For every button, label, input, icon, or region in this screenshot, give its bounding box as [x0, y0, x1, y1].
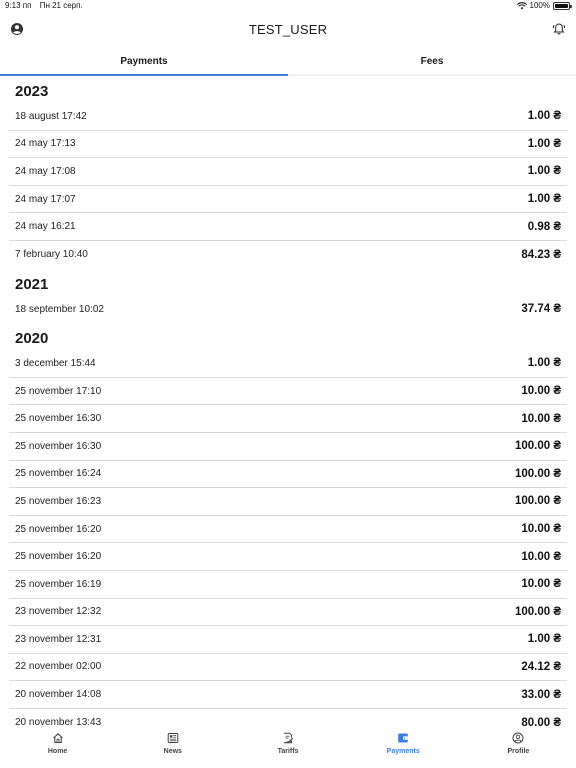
payment-row[interactable] — [9, 405, 567, 433]
payment-amount: 10.00 ₴ — [521, 412, 561, 425]
payment-row[interactable] — [9, 158, 567, 186]
payment-date: 23 november 12:32 — [15, 606, 102, 618]
nav-news-label: News — [163, 748, 182, 755]
payment-row[interactable] — [9, 378, 567, 406]
tariffs-icon — [282, 732, 294, 744]
payment-row[interactable] — [9, 433, 567, 461]
nav-profile-label: Profile — [507, 748, 530, 755]
payment-date: 25 november 16:19 — [15, 578, 102, 590]
payment-date: 24 may 17:08 — [15, 165, 76, 177]
payment-row[interactable] — [9, 461, 567, 489]
payment-amount: 80.00 ₴ — [521, 716, 561, 726]
nav-home-label: Home — [47, 748, 68, 755]
payment-group — [0, 296, 576, 324]
payment-amount: 1.00 ₴ — [527, 137, 561, 150]
payment-amount: 1.00 ₴ — [527, 110, 561, 123]
payment-date: 22 november 02:00 — [15, 661, 102, 673]
payment-date: 24 may 17:07 — [15, 193, 76, 205]
payment-date: 25 november 16:24 — [15, 468, 102, 480]
payment-date: 24 may 16:21 — [15, 221, 76, 233]
payment-date: 25 november 16:30 — [15, 440, 102, 452]
news-icon — [167, 732, 179, 744]
nav-news[interactable] — [115, 726, 230, 768]
payment-date: 25 november 16:20 — [15, 523, 102, 535]
payment-date: 18 september 10:02 — [15, 303, 104, 315]
payment-amount: 24.12 ₴ — [521, 660, 561, 673]
payment-row[interactable] — [9, 516, 567, 544]
payment-amount: 0.98 ₴ — [527, 220, 561, 233]
payment-date: 18 august 17:42 — [15, 110, 87, 122]
payment-date: 25 november 16:20 — [15, 551, 102, 563]
nav-tariffs[interactable] — [230, 726, 345, 768]
payment-date: 23 november 12:31 — [15, 633, 102, 645]
payment-date: 25 november 16:30 — [15, 413, 102, 425]
nav-home[interactable] — [0, 726, 115, 768]
payment-row[interactable] — [9, 488, 567, 516]
payment-row[interactable] — [9, 131, 567, 159]
payment-row[interactable] — [9, 241, 567, 269]
payment-amount: 100.00 ₴ — [514, 467, 561, 480]
payment-date: 20 november 13:43 — [15, 717, 102, 726]
payment-row[interactable] — [9, 654, 567, 682]
bottom-nav — [0, 726, 576, 768]
payment-amount: 1.00 ₴ — [527, 165, 561, 178]
payment-amount: 10.00 ₴ — [521, 385, 561, 398]
tab-fees[interactable]: Fees — [420, 56, 444, 67]
payment-row[interactable] — [9, 709, 567, 726]
nav-tariffs-label: Tariffs — [277, 748, 299, 755]
tab-payments[interactable]: Payments — [0, 50, 288, 75]
payment-group — [0, 350, 576, 726]
profile-icon — [512, 732, 524, 744]
payment-amount: 100.00 ₴ — [514, 440, 561, 453]
payment-amount: 1.00 ₴ — [527, 193, 561, 206]
bell-ring-icon[interactable] — [552, 22, 566, 36]
payment-row[interactable] — [9, 186, 567, 214]
payment-row[interactable] — [9, 626, 567, 654]
status-bar — [0, 0, 576, 12]
payment-amount: 33.00 ₴ — [521, 688, 561, 701]
payment-group — [0, 103, 576, 269]
tab-bar — [0, 50, 576, 76]
battery-percent: 100% — [529, 1, 550, 10]
year-header: 2020 — [15, 330, 49, 348]
payment-date: 20 november 14:08 — [15, 689, 102, 701]
payment-date: 24 may 17:13 — [15, 138, 76, 150]
battery-icon — [553, 2, 570, 10]
page-title: TEST_USER — [248, 22, 328, 37]
app-header — [0, 12, 576, 50]
payments-list[interactable] — [0, 76, 576, 726]
payment-date: 3 december 15:44 — [15, 357, 96, 369]
payment-row[interactable] — [9, 213, 567, 241]
payment-amount: 100.00 ₴ — [514, 495, 561, 508]
status-date: Пн 21 серп. — [39, 1, 83, 10]
payment-date: 25 november 17:10 — [15, 385, 102, 397]
nav-payments[interactable] — [346, 726, 461, 768]
wifi-icon — [517, 2, 527, 10]
payment-amount: 37.74 ₴ — [521, 303, 561, 316]
payment-row[interactable] — [9, 103, 567, 131]
payment-row[interactable] — [9, 296, 567, 324]
status-time: 9:13 пп — [5, 1, 32, 10]
payment-row[interactable] — [9, 571, 567, 599]
payment-row[interactable] — [9, 350, 567, 378]
year-header: 2023 — [15, 83, 49, 100]
payment-amount: 10.00 ₴ — [521, 578, 561, 591]
year-header: 2021 — [15, 275, 49, 293]
payment-date: 25 november 16:23 — [15, 495, 102, 507]
wallet-icon — [397, 732, 409, 744]
home-icon — [52, 732, 64, 744]
payment-amount: 1.00 ₴ — [527, 633, 561, 646]
payment-date: 7 february 10:40 — [15, 249, 88, 261]
payment-amount: 84.23 ₴ — [521, 248, 561, 261]
payment-amount: 1.00 ₴ — [527, 357, 561, 370]
nav-profile[interactable] — [461, 726, 576, 768]
payment-amount: 100.00 ₴ — [514, 605, 561, 618]
payment-row[interactable] — [9, 543, 567, 571]
payment-row[interactable] — [9, 681, 567, 709]
payment-amount: 10.00 ₴ — [521, 523, 561, 536]
nav-payments-label: Payments — [386, 748, 420, 755]
payment-row[interactable] — [9, 599, 567, 627]
payment-amount: 10.00 ₴ — [521, 550, 561, 563]
